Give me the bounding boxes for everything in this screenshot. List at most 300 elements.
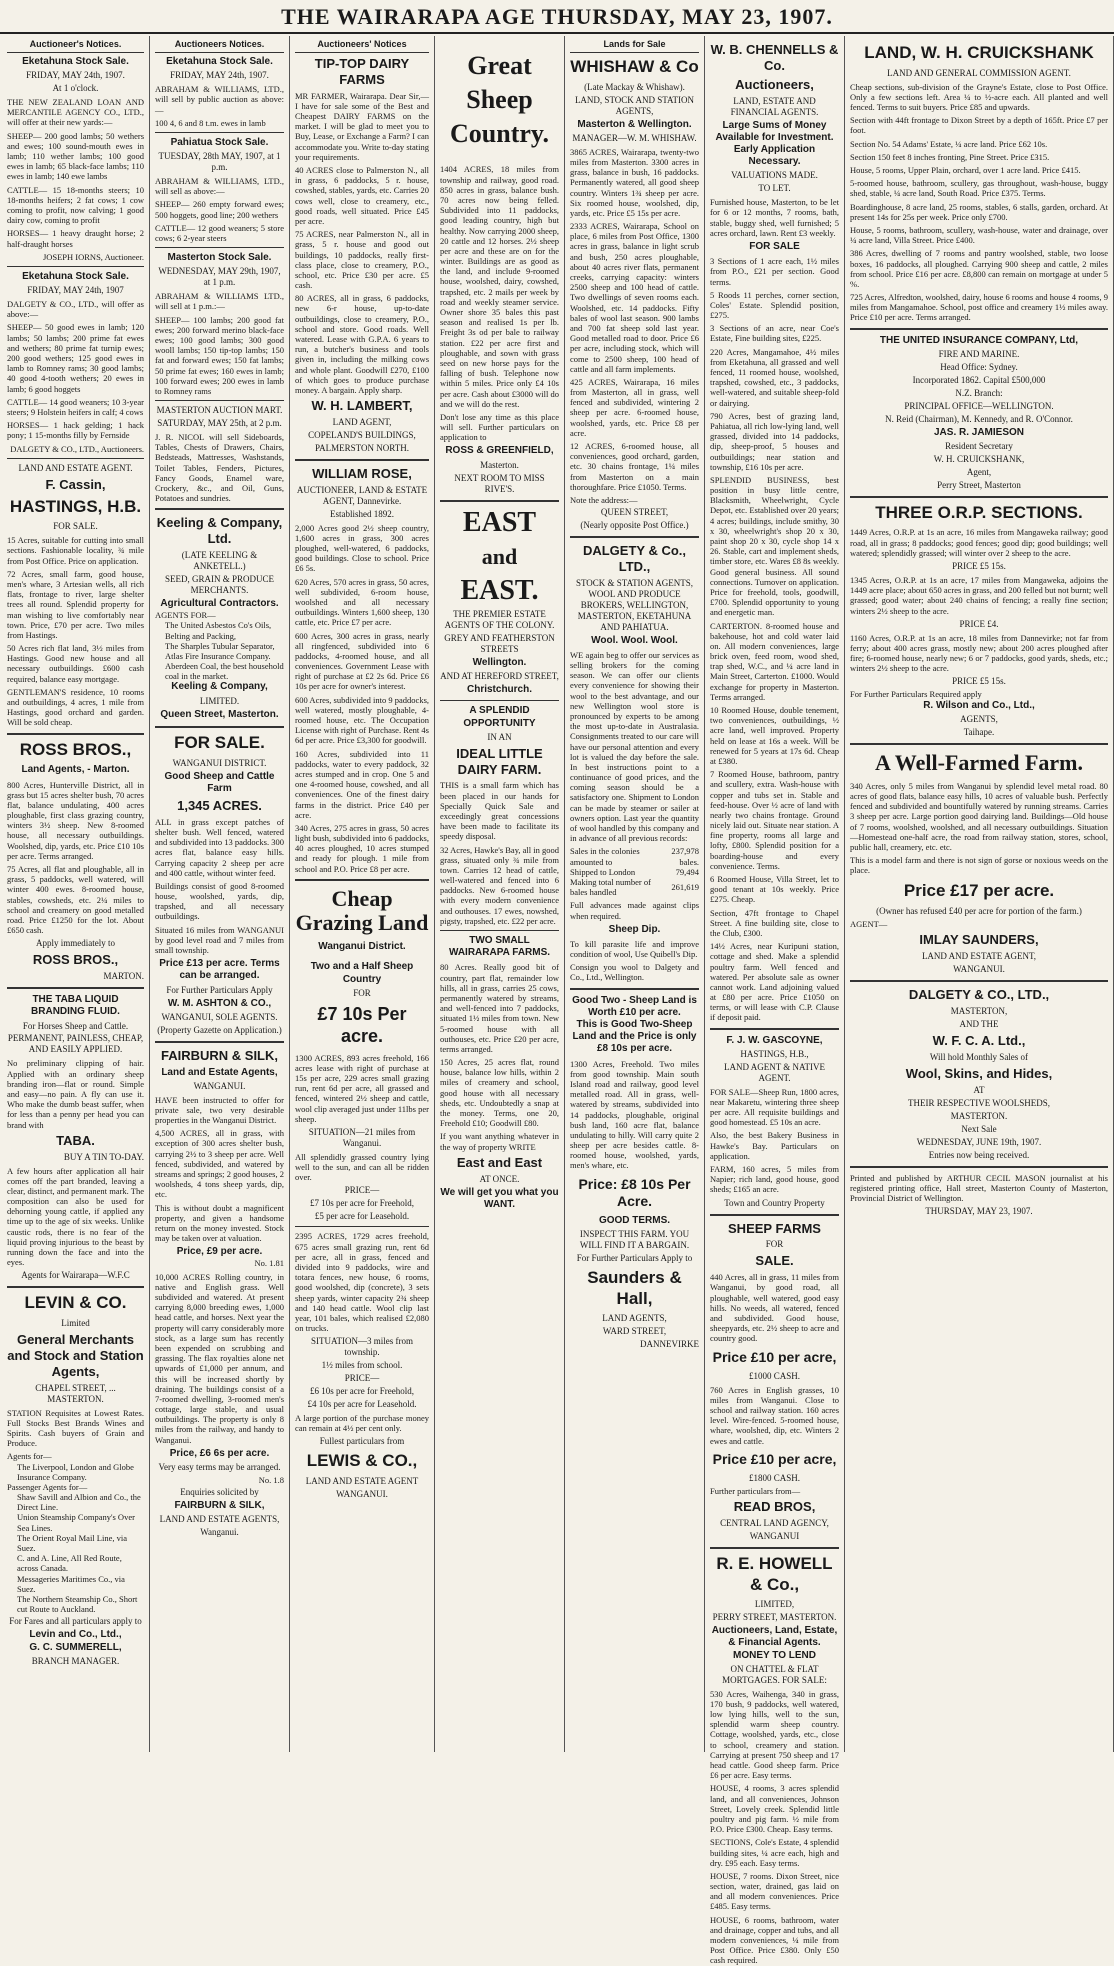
agent-tagline: Land and Estate Agents, — [161, 1066, 278, 1078]
company-tagline: General Merchants and Stock and Station Agents, — [7, 1332, 144, 1379]
company-city: Christchurch. — [466, 684, 532, 696]
sale-horses: HORSES— 1 hack gelding; 1 hack pony; 1 15-months filly by Fernside — [7, 420, 144, 441]
ad-title: IDEAL LITTLE DAIRY FARM. — [456, 745, 543, 777]
agent-tagline: LAND AGENTS, — [602, 1313, 667, 1324]
terms: Very easy terms may be arranged. — [158, 1462, 281, 1473]
listing: 1300 Acres, Freehold. Two miles from good township. Main south Island road and railway, good level metalled road. All in grass, well-watered by streams, subdivided into 14 paddocks, ploughable, original bush land, 160 acre flat, balance undulating to hilly. Will carry quite 2 sheep per acre besides cattle. 8-roomed house, woolshed, yards, men's whare, etc. — [570, 1058, 699, 1171]
sale-body: ABRAHAM & WILLIAMS, LTD., will sell as above:— — [155, 176, 284, 197]
listing: 1160 Acres, O.R.P. at 1s an acre, 18 miles from Dannevirke; not far from ferry; about 400 acres grass, mostly new; about 200 acres ploughed after fire; 6-roomed house, nearly new; 6 or 7 paddocks, good yards, sheds, etc.; winters 2½ sheep to the acre. — [850, 632, 1108, 674]
agency-item: Union Steamship Company's Over Sea Lines. — [17, 1512, 135, 1533]
listing: 530 Acres, Waihenga, 340 in grass, 170 bush, 9 paddocks, well watered, low lying hills, well to the sun, splendid warm sheep country. Cottage, woolshed, yards, etc., close to school, creamery and station. Carrying at present 750 sheep and 17 head cattle. Good sheep farm. Price £6 per acre. Easy terms. — [710, 1688, 839, 1781]
ad-title: TIP-TOP DAIRY FARMS — [314, 55, 410, 87]
ad-headline: Cheap Grazing Land — [295, 885, 429, 936]
price-label: PRICE— — [344, 1185, 380, 1196]
column-2 — [150, 36, 290, 1752]
address-note: Note the address:— — [570, 494, 638, 505]
company-address: Queen Street, Masterton. — [160, 708, 279, 720]
listing-note: (Owner has refused £40 per acre for portion of the farm.) — [876, 906, 1082, 917]
listing: 80 Acres. Really good bit of country, part flat, remainder low hills, all in grass, carries 25 cows, permanently watered by streams, and well-fenced into 7 paddocks, situated 1½ miles from town. New 5-roomed house with all outhouses, etc. Price £20 per acre, terms arranged. — [440, 962, 559, 1054]
company-address: GREY AND FEATHERSTON STREETS — [444, 633, 555, 655]
product-body: No preliminary clipping of hair. Applied with an ordinary sheep branding iron—flat or round. Simple and easy—no pain. A fly can use it. Who make the dumb beast suffer, when for less than a penny per head you can brand with — [7, 1058, 144, 1130]
listing: Situated 16 miles from WANGANUI by good level road and 7 miles from small township. — [155, 924, 284, 955]
agent-tagline: WANGANUI, SOLE AGENTS. — [161, 1011, 278, 1022]
column-6 — [705, 36, 845, 1966]
company-tagline: Auctioneers, — [735, 76, 814, 92]
ad-title: Large Sums of Money Available for Investment. — [715, 119, 834, 143]
sale-body: THE NEW ZEALAND LOAN AND MERCANTILE AGENCY CO., LTD., will offer at their new yards:— — [7, 97, 144, 128]
agent-place: WANGANUI. — [953, 964, 1005, 975]
listing: House, 5 rooms, Upper Plain, orchard, over 1 acre land. Price £415. — [850, 165, 1081, 176]
ad-body: Full advances made against clips when required. — [570, 900, 699, 921]
for-sale-title: FOR SALE. — [174, 732, 265, 752]
wool-table — [570, 846, 699, 897]
company-directors: N. Reid (Chairman), M. Kennedy, and R. O'Connor. — [885, 413, 1073, 424]
ad-headline: A Well-Farmed Farm. — [875, 749, 1083, 775]
listing: SECTIONS, Cole's Estate, 4 splendid building sites, ¼ acre each, high and dry. £95 each. Easy terms. — [710, 1837, 839, 1868]
listing: Section No. 54 Adams' Estate, ¼ acre land. Price £62 10s. — [850, 138, 1048, 149]
listing: This is without doubt a magnificent property, and given a handsome return on the money invested. Stock may be taken over at valuation. — [155, 1202, 284, 1244]
price-detail: £7 10s per acre for Freehold, — [310, 1198, 414, 1209]
company-place: MASTERTON, — [950, 1006, 1008, 1017]
company-address: AND AT HEREFORD STREET, — [440, 671, 559, 682]
listing: 2395 ACRES, 1729 acres freehold, 675 acres small grazing run, rent 6d per acre, all in grass, fenced and divided into 9 paddocks, wire and totara fences, new house, 6 rooms, good woolshed, dip (concrete), 3 sets sheep yards, winter capacity 2¾ sheep and 140 head cattle. Wool clip last year, 101 bales, which realised £2,080 on trucks. — [295, 1231, 429, 1334]
price: Price: £8 10s Per Acre. — [578, 1175, 691, 1209]
agent-note: (Property Gazette on Application.) — [157, 1024, 282, 1035]
ad-title: Good Two - Sheep Land is Worth £10 per acre. — [572, 994, 697, 1018]
company-sub: (LATE KEELING & ANKETELL.) — [181, 550, 258, 572]
agency-item: Aberdeen Coal, the best household coal in the market. — [165, 661, 284, 682]
ad-body: Entries now being received. — [928, 1149, 1030, 1160]
situation: 1½ miles from school. — [321, 1360, 403, 1371]
listing: 5 Roods 11 perches, corner section, Coles' Estate. Splendid position, £275. — [710, 289, 839, 321]
listing: 600 Acres, subdivided into 9 paddocks, well watered, mostly ploughable, 4-roomed house, etc. The Occupation License with right of Purchase. Rent 4s 6d per acre. Price £3,300 for goodwill. — [295, 694, 429, 746]
ad-slogan: We will get you what you WANT. — [440, 1186, 559, 1210]
listing: 75 ACRES, near Palmerston N., all in grass, 5 r. house and good out buildings, 10 paddocks, really first-class place, close to creamery, P.O., school, etc. Price £30 per acre. £5 cash. — [295, 229, 429, 291]
ad-sub: IN AN — [487, 731, 512, 742]
company-branch: N.Z. Branch: — [955, 387, 1003, 398]
listing: 2,000 Acres good 2½ sheep country, 1,600 acres in grass, 300 acres ploughed, well-watered, 6 paddocks, good buildings. Close to school. Price £6 5s. — [295, 522, 429, 574]
sale-date: FRIDAY, MAY 24th, 1907. — [26, 70, 125, 81]
agent-address: NEXT ROOM TO MISS RIVE'S. — [454, 472, 545, 494]
ad-title: Wool, Skins, and Hides, — [905, 1065, 1053, 1081]
section-label: Auctioneers' Notices — [295, 39, 429, 53]
company-name: EAST. — [460, 574, 539, 606]
listing: 220 Acres, Mangamahoe, 4½ miles from Eketahuna, all grassed and well fenced, 11 roomed house, woolshed, trapshed, cowshed, etc., 3 paddocks, well-watered, and suitable sheep-fold or dairying. — [710, 346, 839, 408]
ad-title: SALE. — [755, 1253, 794, 1269]
ad-sub: Town and Country Property — [724, 1197, 825, 1208]
price: Price £17 per acre. — [903, 880, 1055, 900]
company-tagline: Agricultural Contractors. — [160, 597, 279, 609]
district: WANGANUI DISTRICT. — [172, 757, 267, 768]
listing: Boardinghouse, 8 acre land, 25 rooms, stables, 6 stalls, garden, orchard. At present 14s for 25s per week. Price only £700. — [850, 201, 1108, 222]
farm-acres: 1,345 ACRES. — [177, 797, 262, 813]
agent-tagline: CENTRAL LAND AGENCY, — [720, 1517, 829, 1528]
listing: 6 Roomed House, Villa Street, let to good tenant at 10s weekly. Price £275. Cheap. — [710, 874, 839, 905]
next-sale-date: WEDNESDAY, JUNE 19th, 1907. — [916, 1136, 1042, 1147]
agent-address: Perry Street, Masterton — [937, 479, 1021, 490]
table-row: Making total number of bales handled 261,619 — [570, 876, 699, 898]
ad-body: WE again beg to offer our services as selling brokers for the coming season. We can offer our clients every convenience for showing their wool to the best advantage, and our new Wellington wool store is pronounced by experts to be among the most up-to-date in Australasia. Consignments treated to our care will have our personal attention and every lot is valued the day before the sale. In best instructions point to a continuance of good prices, and the coming season should be a satisfactory one. Shipment to London can be made by steamer or sailer at owners option. Last year the quantity of wool handled by this company and in advance of all previous records: — [570, 649, 699, 844]
company-name: DALGETY & Co., LTD., — [582, 543, 687, 574]
agents-heading: Passenger Agents for— — [7, 1481, 88, 1492]
listing: 12 ACRES, 6-roomed house, all conveniences, good orchard, garden, etc. 30 chains frontage, 1¼ miles from Masterton on a main thoroughfare. Price £1050. Terms. — [570, 441, 699, 492]
listing: HOUSE, 7 rooms. Dixon Street, nice section, water, drained, gas laid on and all modern conveniences. Price £485. Easy terms. — [710, 1870, 839, 1912]
sale-title: Masterton Stock Sale. — [167, 252, 272, 264]
sale-cattle: CATTLE— 14 good weaners; 10 3-year steers; 9 Holstein heifers in calf; 4 cows — [7, 396, 144, 417]
listing: FARM, 160 acres, 5 miles from Napier; rich land, good house, good sheds; £165 an acre. — [710, 1164, 839, 1195]
ad-title: This is Good Two-Sheep Land and the Price is only £8 10s per acre. — [572, 1019, 697, 1055]
agent-place: Taihape. — [963, 726, 995, 737]
sale-body: DALGETY & CO., LTD., will offer as above:— — [7, 299, 144, 320]
imprint-date: THURSDAY, MAY 23, 1907. — [925, 1206, 1033, 1217]
ad-body: If you want anything whatever in the way of property WRITE — [440, 1131, 559, 1152]
listing: 4,500 ACRES, all in grass, with exception of 300 acres shelter bush, carrying 2½ to 3 sheep per acre. Well fenced, subdivided, and watered by streams and springs; 2 good houses, 2 woolsheds, 4 tons sheep yards, dip, etc. — [155, 1128, 284, 1200]
price-label: PRICE— — [344, 1373, 380, 1384]
agency-item: The Sharples Tubular Separator, — [165, 640, 275, 651]
listing: 10,000 ACRES Rolling country, in native and English grass. Well subdivided and watered. At present carrying 8,000 breeding ewes, 1,000 head cattle, and horses. Next year the property will carry considerably more stock, as a large sum has recently been expended on scrubbing and grassing. The flax royalties alone net upwards of £1,000 per annum, and this will be increased shortly by draining. The buildings consist of a 7-roomed dwelling, 3-roomed men's cottage, large stable, and usual outbuildings. The property is only 8 miles from the railway, and handy to Wanganui. — [155, 1271, 284, 1445]
listing: 1404 ACRES, 18 miles from township and railway, good road. 850 acres in grass, balance bush. 70 acres now being felled. Subdivided into 11 paddocks, good leading country, high but healthy. Now carrying 2000 sheep, 20 cattle and 12 horses. 2½ sheep per acre and these are on for the winter. Buildings are as good as the land, and include 9-roomed house, woolshed, dairy, cowshed, trapshed, etc. 2 mails per week by road and weekly steamer service. Owner shore 35 bales this past season and realised 1s per lb. Freight 3s od per bale to railway station. £22 per acre first and ploughable, and sown with grass seed on new horse pays for the falling of bush. Telephone now within 5 miles. Price only £4 10s per acre. Cash about £3000 will do and we will do the rest. — [440, 164, 559, 409]
company-tagline: LAND, STOCK AND STATION AGENTS, — [574, 94, 695, 116]
company-and: and — [481, 543, 518, 569]
listing: 1300 ACRES, 893 acres freehold, 166 acres lease with right of purchase at 15s per acre, 229 acres small grazing run, rent 6d per acre, all grassed and fenced, wintered 2½ sheep and cattle, wool clip averaged just under 11lbs per sheep. — [295, 1052, 429, 1124]
sale-body: J. R. NICOL will sell Sideboards, Tables, Chests of Drawers, Chairs, Bedsteads, Mattresses, Washstands, Toilet Tables, Fenders, Pictures, Fancy Goods, Enamel ware, Crockery, &c., and Oil, Guns, Potatoes and sundries. — [155, 432, 284, 504]
price: Price £10 per acre, — [712, 1450, 837, 1467]
listing: Furnished house, Masterton, to be let for 6 or 12 months, 7 rooms, bath, stable, buggy shed, well furnished; 5 acres orchard, lawn. Rent £3 weekly. — [710, 197, 839, 238]
for-label: FOR — [353, 987, 371, 998]
company-name: East and East — [456, 1154, 543, 1170]
sale-signature: JOSEPH IORNS, Auctioneer. — [42, 251, 144, 262]
ad-title: SHEEP FARMS — [728, 1220, 821, 1236]
agency-item: The Northern Steamship Co., Short cut Route to Auckland. — [17, 1593, 138, 1615]
product-title: THE TABA LIQUID BRANDING FLUID. — [31, 994, 120, 1018]
cash: £1000 CASH. — [748, 1370, 800, 1381]
sale-sheep: SHEEP— 260 empty forward ewes; 500 hoggets, good line; 200 wethers — [155, 199, 284, 220]
agent-place: MARTON. — [103, 971, 144, 982]
ad-body: MR FARMER, Wairarapa. Dear Sir,—I have for sale some of the Best and Cheapest DAIRY FARMS on the market. I will be glad to meet you to Buy, Lease, or Exchange a Farm? I can accommodate you. Write to-day stating your requirements. — [295, 90, 429, 162]
listing: HOUSE, 6 rooms, bathroom, water and drainage, copper and tubs, and all modern conveniences, ¼ mile from Post Office. Price £380. Only £50 cash required. — [710, 1914, 839, 1966]
agent-name: LEWIS & CO., — [306, 1451, 418, 1471]
ad-sub: VALUATIONS MADE. — [731, 170, 818, 181]
apply-note: For Fares and all particulars apply to — [9, 1616, 142, 1627]
price-detail: £4 10s per acre for Leasehold. — [307, 1399, 417, 1410]
company-city: Wellington. — [472, 656, 527, 668]
price-detail: £5 per acre for Leasehold. — [314, 1211, 410, 1222]
section-label: Lands for Sale — [570, 39, 699, 53]
listing: 150 Acres, 25 acres flat, round house, balance low hills, within 2 miles of creamery and school, good house with all necessary sheds, etc. Undoubtedly a snap at the money. Terms, one 20, Freehold £10; Goodwill £80. — [440, 1057, 559, 1129]
agent-name: WILLIAM ROSE, — [312, 465, 412, 481]
sale-title: Eketahuna Stock Sale. — [22, 270, 129, 282]
price: PRICE £5 15s. — [952, 676, 1006, 687]
agent-tagline: LAND AND ESTATE AGENT, — [921, 951, 1037, 962]
masthead: THE WAIRARAPA AGE THURSDAY, MAY 23, 1907. — [0, 0, 1114, 34]
country-type: Two and a Half Sheep Country — [310, 961, 414, 985]
column-5 — [565, 36, 705, 1752]
sale-date: SATURDAY, MAY 25th, at 2 p.m. — [157, 418, 282, 429]
listing: ALL in grass except patches of shelter bush. Well fenced, watered and subdivided into 13 paddocks. 300 acres flat, balance easy hills. Carrying capacity 2 sheep per acre and 400 cattle, without winter feed. — [155, 816, 284, 878]
listing: 386 Acres, dwelling of 7 rooms and pantry woolshed, stable, two loose boxes, 16 paddocks, all ploughed. Carrying 900 sheep and cattle, 2 miles from school. Price £16 per acre. £8,800 can remain on mortgage at under 5 %. — [850, 248, 1108, 289]
agent-label: AGENT— — [850, 919, 888, 930]
listing: 800 Acres, Hunterville District, all in grass but 15 acres shelter bush, 70 acres flat, balance undulating, 400 acres ploughable, first class grazing country, winters 3½ sheep. New 8-roomed house, all necessary outbuildings. Woolshed, dip, yards, etc. Price £10 10s per acre. Terms arranged. — [7, 779, 144, 861]
agent-name: W. H. CRUICKSHANK, — [933, 453, 1025, 464]
section-label: Auctioneer's Notices. — [7, 39, 144, 53]
listing: 425 ACRES, Wairarapa, 16 miles from Masterton, all in grass, well fenced and subdivided, wintering 2 sheep per acre. 6-roomed house, woolshed, yards, etc. Price £8 per acre. — [570, 376, 699, 438]
company-tagline: SEED, GRAIN & PRODUCE MERCHANTS. — [164, 574, 274, 595]
agent-established: Established 1892. — [330, 508, 394, 519]
agents-heading: Agents for— — [7, 1451, 52, 1462]
cash: £1800 CASH. — [748, 1472, 800, 1483]
sale-cattle: CATTLE— 12 good weaners; 5 store cows; 6 2-year steers — [155, 222, 284, 243]
agency-item: Atlas Fire Insurance Company. — [165, 650, 271, 661]
listing: Section, 47ft frontage to Chapel Street. A fine building site, close to the Club, £300. — [710, 907, 839, 938]
farm-type: Good Sheep and Cattle Farm — [164, 770, 275, 794]
column-7 — [845, 36, 1114, 1752]
company-place: MASTERTON. — [950, 1110, 1008, 1121]
company-name: Keeling & Company, Ltd. — [156, 515, 283, 547]
company-tagline: STOCK & STATION AGENTS, WOOL AND PRODUCE BROKERS, WELLINGTON, MASTERTON, EKETAHUNA AND PAHIATUA. — [575, 577, 694, 632]
table-row: Sales in the colonies amounted to 237,978 bales. — [570, 846, 699, 867]
ad-title: TWO SMALL WAIRARAPA FARMS. — [448, 935, 551, 959]
company-name: DALGETY & CO., LTD., — [908, 987, 1050, 1003]
listing: HOUSE, 4 rooms, 3 acres splendid land, and all conveniences, Johnson Street, Lovely creek. Splendid little poultry and pig farm. ½ mile from P.O. Price £300. Cheap. Easy terms. — [710, 1783, 839, 1835]
ad-sub: AT ONCE. — [479, 1173, 520, 1184]
company-and: AND THE — [959, 1019, 999, 1030]
product-tagline: PERMANENT, PAINLESS, CHEAP, AND EASILY APPLIED. — [7, 1033, 144, 1055]
for-sale-label: FOR SALE. — [53, 521, 98, 532]
agent-name: LAND, W. H. CRUICKSHANK — [864, 43, 1094, 62]
ad-sub: ON CHATTEL & FLAT MORTGAGES. FOR SALE: — [722, 1663, 827, 1685]
ad-title: A SPLENDID OPPORTUNITY — [463, 705, 536, 729]
sale-title: Eketahuna Stock Sale. — [166, 55, 273, 67]
agent-tagline: LAND AND GENERAL COMMISSION AGENT. — [887, 67, 1071, 78]
ad-headline: Great Sheep Country. — [450, 51, 549, 148]
listing: 1345 Acres, O.R.P. at 1s an acre, 17 miles from Mangaweka, adjoins the 1449 acre place; about 650 acres in grass, and 200 felled but not burnt; well grassed; good water; about 240 chains of fencing; a really fine section; winters 2½ sheep to the acre. — [850, 574, 1108, 616]
agent-tagline: LAND AND ESTATE AGENT — [305, 1476, 419, 1487]
listing: 160 Acres, subdivided into 11 paddocks, water to every paddock, 32 acres stumped and in crop. One 5 and one 4-roomed house, cowshed, and all conveniences. One of the finest dairy farms in the district. Price £40 per acre. — [295, 748, 429, 820]
product-cta: BUY A TIN TO-DAY. — [63, 1151, 144, 1162]
company-sign: Levin and Co., Ltd., — [29, 1629, 122, 1641]
sale-sheep: SHEEP— 50 good ewes in lamb; 120 lambs; 50 lambs; 200 prime fat ewes and wethers; 80 prime fat turnip ewes; 200 good wethers; 125 good ewes in lamb to Romney rams; 30 good lambs; 40 good 4-tooth wethers; 20 ewes in lamb; 6 good hoggets — [7, 322, 144, 394]
company-ltd: Limited — [61, 1318, 90, 1329]
terms: GOOD TERMS. — [598, 1214, 671, 1226]
listing: 80 ACRES, all in grass, 6 paddocks, new 6-r house, up-to-date outbuildings, close to creamery, P.O., school and store. Good roads. Well watered. Lease with G.P.A. 6 years to run, a butcher's business and tools given in, including the milking cows and whole plant. Goodwill £270, £100 of which goes to produce purchase money. A bargain. Apply sharp. — [295, 293, 429, 395]
listing: 340 Acres, 275 acres in grass, 50 acres light bush, subdivided into 6 paddocks, 40 acres ploughed, 10 acres stumped and ready for plough. 1 mile from school and P.O. Price £8 per acre. — [295, 822, 429, 874]
column-3 — [290, 36, 435, 1752]
ad-sub: AT — [973, 1084, 985, 1095]
listing: GENTLEMAN'S residence, 10 rooms and outbuildings, 4 acres, 1 mile from Hastings, good orchard and garden. Will be sold cheap. — [7, 686, 144, 728]
agent-place: Wanganui. — [200, 1527, 239, 1538]
listing: 75 Acres, all flat and ploughable, all in grass, 5 paddocks, well watered, will winter 400 ewes. 8-roomed house, stables, cowsheds, etc. 2¼ miles to school and creamery on good metalled road. Price £1250 for the lot. About £650 cash. — [7, 864, 144, 936]
price: Price, £9 per acre. — [176, 1246, 263, 1258]
listing: 760 Acres in English grasses, 10 miles from Wanganui. Close to school and railway station. 160 acres level. Wire-fenced. 5-roomed house, whare, woolshed, dip, etc. Winters 2 ewes and cattle. — [710, 1384, 839, 1446]
price: Price £10 per acre, — [712, 1348, 837, 1365]
price-detail: £6 10s per acre for Freehold, — [310, 1386, 414, 1397]
listing: Section 150 feet 8 inches fronting, Pine Street. Price £315. — [850, 151, 1050, 162]
manager-name: G. C. SUMMERELL, — [29, 1641, 122, 1653]
for-sale-label: FOR SALE — [749, 240, 800, 252]
agent-name: FAIRBURN & SILK, — [161, 1047, 278, 1063]
listing: 340 Acres, only 5 miles from Wanganui by splendid level metal road. 80 acres of good flats, balance easy hills, 10 acres of valuable bush. Perfectly fenced and subdivided and bountifully watered by running streams. Carries 3 sheep per acre. Large portion good dairying land. Buildings—Old house of 7 rooms, woolshed, woolshed, and all necessary outbuildings. Situation—Homestead one-half acre, the road from railway station, stores, school, public hall, creamery, etc. etc. — [850, 780, 1108, 853]
column-1 — [2, 36, 150, 1752]
agent-kicker: LAND AND ESTATE AGENT. — [18, 462, 133, 473]
agent-place: HASTINGS, H.B., — [740, 1048, 809, 1059]
sale-title: Eketahuna Stock Sale. — [22, 55, 129, 67]
agent-name: R. Wilson and Co., Ltd., — [923, 699, 1035, 711]
agent-place: DANNEVIRKE — [640, 1339, 699, 1350]
sale-body: ABRAHAM & WILLIAMS LTD., will sell at 1 p.m.:— — [155, 291, 284, 312]
company-place: Masterton & Wellington. — [577, 118, 692, 130]
next-sale-label: Next Sale — [961, 1123, 997, 1134]
agent-name: W. H. LAMBERT, — [311, 398, 413, 414]
company-address: (Nearly opposite Post Office.) — [580, 520, 689, 531]
agent-name: F. J. W. GASCOYNE, — [726, 1034, 823, 1046]
agency-item: Shaw Savill and Albion and Co., the Direct Line. — [17, 1492, 141, 1513]
listing-note: Don't lose any time as this place will sell. Further particulars on application to — [440, 411, 559, 443]
listing: 72 Acres, small farm, good house, men's whare, 3 Artesian wells, all rich flats, frontage to river, large shelter trees all round. Splendid property for man wishing to live comfortably near town. Price, £70 per acre. Two miles from Hastings. — [7, 568, 144, 640]
ad-body: THEIR RESPECTIVE WOOLSHEDS, — [907, 1097, 1051, 1108]
sale-sheep: SHEEP— 200 good lambs; 50 wethers and ewes; 100 sound-mouth ewes in lamb; 110 wether lambs; 100 good ewes in lamb; 65 black-face lambs; 110 ewes in lamb; 140 ewe lambs — [7, 130, 144, 182]
listing: 2333 ACRES, Wairarapa, School on place, 6 miles from Post Office, 1300 acres in grass, balance in light scrub and bush, 250 acres ploughable, about 40 acres river flats, permanent creeks, carrying capacity: winters 2500 sheep and 100 head of cattle. Two dwellings of seven rooms each. Woolshed, etc. 14 paddocks. Fifty bales of wool last season. 900 lambs and 700 fat sheep sold last year. Good metalled road to door. Price £6 per acre, including stock, which will come to 2500 sheep, 100 head of cattle and all farm implements. — [570, 221, 699, 374]
listing: 440 Acres, all in grass, 11 miles from Wanganui, by good road, all ploughable, well watered, good easy hills. No weeds, all watered, fenced and subdivided. Good house, sheepyards, etc. 2½ sheep to acre and country good. — [710, 1272, 839, 1344]
agent-address: WARD STREET, — [602, 1326, 667, 1337]
listing-no: No. 1.8 — [258, 1475, 284, 1486]
listing: SPLENDID BUSINESS, best position in busy little centre, Blacksmith, Wheelwright, Cycle Depot, etc. Established over 20 years; 4 acres; buildings, include smithy, 30 x 30, wheelwright's shop 20 x 30, paint shop 20 x 30, cycle shop 14 x 26. Stable, cart and implement sheds, timber store, etc. Wares £8 8s weekly. Good general business. All sound connections. Turnover on application. Price for freehold, tools, goodwill, £700. Splendid opportunity to young and energetic man. — [710, 474, 839, 618]
imprint: Printed and published by ARTHUR CECIL MASON journalist at his registered printing office, Hall street, Masterton County of Masterton, Provincial District of Wellington. — [850, 1172, 1108, 1203]
sale-horses: HORSES— 1 heavy draught horse; 2 half-draught horses — [7, 228, 144, 249]
company-body: STATION Requisites at Lowest Rates. Full Stocks Best Brands Wines and Spirits. Cash buyers of Grain and Produce. — [7, 1407, 144, 1449]
ad-body: To kill parasite life and improve condition of wool, Use Quibell's Dip. — [570, 938, 699, 960]
sale-signature: DALGETY & CO., LTD., Auctioneers. — [10, 443, 144, 454]
listing: 3 Sections of an acre, near Coe's Estate, Fine building sites, £225. — [710, 323, 839, 344]
price: PRICE £5 15s. — [952, 561, 1006, 571]
apply-note: Apply immediately to — [36, 938, 115, 949]
listing: 3 Sections of 1 acre each, 1½ miles from P.O., £21 per section. Good terms. — [710, 256, 839, 287]
company-sub: (Late Mackay & Whishaw). — [584, 81, 685, 92]
company-name: THE UNITED INSURANCE COMPANY, Ltd, — [879, 334, 1079, 346]
company-tagline: Auctioneers, Land, Estate, & Financial Agents. — [711, 1625, 838, 1649]
apply-note: Further particulars from— — [710, 1485, 801, 1496]
situation: SITUATION—21 miles from Wanganui. — [308, 1126, 416, 1148]
agent-place: HASTINGS, H.B. — [9, 496, 142, 516]
agency-item: C. and A. Line, All Red Route, across Canada. — [17, 1553, 122, 1574]
agent-name: ROSS & GREENFIELD, — [445, 445, 554, 457]
agent-tagline: LAND AND ESTATE AGENTS, — [159, 1514, 280, 1525]
listing: 620 Acres, 570 acres in grass, 50 acres, well subdivided, 6-room house, woolshed and all necessary outbuildings. Winters 1,600 sheep, 130 cattle, etc. Price £7 per acre. — [295, 576, 429, 628]
company-name: WHISHAW & Co — [570, 56, 699, 76]
company-name: W. B. CHENNELLS & Co. — [710, 42, 839, 73]
sale-cattle: CATTLE— 15 18-months steers; 10 18-months heifers; 2 fat cows; 1 cow coming to profit, now calving; 1 good dairy cow, coming to profit — [7, 184, 144, 226]
ad-body: THIS is a small farm which has been placed in our hands for Specially Quick Sale and exceedingly great concessions have been made to facilitate its speedy disposal. — [440, 780, 559, 842]
company-address: QUEEN STREET, — [600, 507, 669, 518]
listing: Buildings consist of good 8-roomed house, woolshed, yards, dip, trapshed, and all necessary outbuildings. — [155, 880, 284, 922]
listing: 15 Acres, suitable for cutting into small sections. Fashionable locality, ¾ mile from Post Office. Price on application. — [7, 535, 144, 566]
listing: 7 Roomed House, bathroom, pantry and scullery, extra. Wash-house with copper and tubs set in. Stable and feed-house. Over ½ acre of land with nearly two chains frontage. Ground nicely laid out. Situate near station. A fine property, rooms all large and lofty, £800. Splendid position for a boarding-house and every convenience. Terms. — [710, 769, 839, 871]
agent-place: PALMERSTON NORTH. — [315, 442, 409, 453]
agent-place: WANGANUI — [749, 1530, 800, 1541]
sale-date: TUESDAY, 28th MAY, 1907, at 1 p.m. — [158, 151, 281, 173]
for-label: FOR — [765, 1239, 784, 1250]
ad-body: Will hold Monthly Sales of — [929, 1051, 1029, 1062]
listing: Also, the best Bakery Business in Hawke's Bay. Particulars on application. — [710, 1130, 839, 1161]
agent-name: Saunders & Hall, — [587, 1267, 682, 1308]
listing: A large portion of the purchase money can remain at 4½ per cent only. — [295, 1413, 429, 1434]
agent-tagline: AGENTS, — [960, 713, 998, 724]
agent-tagline: LAND AGENT & NATIVE AGENT. — [723, 1061, 826, 1083]
agency-item: The Liverpool, London and Globe Insurance Company. — [17, 1461, 134, 1482]
company-name: LEVIN & CO. — [24, 1293, 127, 1313]
agents-heading: AGENTS FOR— — [155, 610, 216, 621]
listing: 50 Acres rich flat land, 3½ miles from Hastings. Good new house and all necessary outbuildings. £600 cash required, balance easy mortgage. — [7, 643, 144, 684]
sale-body: ABRAHAM & WILLIAMS, LTD., will sell by public auction as above:— — [155, 84, 284, 115]
agent-name: F. Cassin, — [45, 476, 106, 492]
company-name: EAST — [462, 506, 537, 538]
price: £7 10s Per acre. — [317, 1003, 407, 1046]
sale-title: MASTERTON AUCTION MART. — [156, 405, 283, 416]
listing-note: This is a model farm and there is not sign of gorse or noxious weeds on the place. — [850, 855, 1108, 876]
agent-name: FAIRBURN & SILK, — [174, 1500, 265, 1512]
listing: 32 Acres, Hawke's Bay, all in good grass, situated only ¾ mile from town. Carries 12 head of cattle, well-watered and fenced into 6 paddocks. New 6-roomed house with every modern convenience and outhouses. 17 ewes, nowshed, pigsty, trapshed, etc. £22 per acre. — [440, 844, 560, 926]
agent-name: W. M. ASHTON & CO., — [167, 997, 272, 1009]
company-tagline: LAND, ESTATE AND FINANCIAL AGENTS. — [730, 95, 819, 117]
listing: HAVE been instructed to offer for private sale, two very desirable properties in the Wanganui District. — [155, 1094, 284, 1126]
agency-item: The Orient Royal Mail Line, via Suez. — [17, 1532, 127, 1554]
company-name: R. E. HOWELL & Co., — [716, 1553, 833, 1594]
agent-place: WANGANUI. — [193, 1080, 246, 1091]
listing: 600 Acres, 300 acres in grass, nearly all ringfenced, subdivided into 6 paddocks, 4-roomed house, and all conveniences. Government Lease with right of purchase at £2 2s 6d. Price £6 10s per acre for owner's interest. — [295, 630, 429, 692]
company-secretary-title: Resident Secretary — [945, 440, 1013, 451]
listing: Cheap sections, sub-division of the Grayne's Estate, close to Post Office. Only a few sections left. Area ¼ to ½-acre each. All planted and well fenced. Terms to suit buyers. Price £85 and upwards. — [850, 81, 1108, 113]
agent-name: ROSS BROS., — [19, 739, 132, 759]
price: PRICE £4. — [959, 618, 999, 629]
column-4 — [435, 36, 565, 1752]
company-office: PRINCIPAL OFFICE—WELLINGTON. — [904, 400, 1054, 411]
agent-name: IMLAY SAUNDERS, — [919, 932, 1039, 948]
agent-name: READ BROS, — [733, 1498, 816, 1514]
price: Price, £6 6s per acre. — [169, 1447, 270, 1459]
price: Price £13 per acre. Terms can be arranged. — [159, 958, 280, 982]
listing: 14½ Acres, near Kuripuni station, cottage and shed. Make a splendid poultry farm. Well fenced and watered. Per absolute sale as owner cannot work. Land adjoining valued at £80 per acre. Price £1050 on terms, or will lease with C.P. Clause if deposit paid. — [710, 941, 839, 1023]
product-name: TABA. — [56, 1132, 95, 1148]
apply-note: For Further Particulars Apply — [166, 984, 273, 995]
product-agents: Agents for Wairarapa—W.F.C — [21, 1270, 130, 1281]
product-body: A few hours after application all hair comes off the part branded, leaving a clear, distinct, and permanent mark. The composition can also be used for dehorning young cattle, if applied any time up to the age of six weeks. Unlike caustic rods, there is no fear of the liquid proving injurious to the beast by running down the face and into the eyes. — [7, 1165, 144, 1268]
apply-note: For Further Particulars Apply to — [576, 1252, 693, 1263]
sale-date: FRIDAY, MAY 24th, 1907 — [27, 285, 124, 296]
company-secretary: JAS. R. JAMIESON — [933, 426, 1025, 438]
agent-address: COPELAND'S BUILDINGS, — [308, 429, 416, 440]
company-address: CHAPEL STREET, ... MASTERTON. — [35, 1382, 116, 1404]
listing-no: No. 1.81 — [254, 1258, 284, 1269]
sale-date: FRIDAY, MAY 24th, 1907. — [170, 70, 269, 81]
company-sign: Keeling & Company, — [171, 681, 268, 693]
company-tagline: FIRE AND MARINE. — [938, 348, 1020, 359]
listing: 5-roomed house, bathroom, scullery, gas throughout, wash-house, buggy shed, stable, ¼ acre land, South Road. Price £375. Terms. — [850, 178, 1108, 199]
agency-item: The United Asbestos Co's Oils, Belting and Packing, — [165, 620, 272, 641]
ad-body: INSPECT THIS FARM. YOU WILL FIND IT A BARGAIN. — [579, 1228, 690, 1250]
company-capital: Incorporated 1862. Capital £500,000 — [912, 374, 1046, 385]
sale-time: At 1 o'clock. — [52, 83, 99, 94]
sale-lot: 100 4, 6 and 8 t.m. ewes in lamb — [155, 117, 266, 128]
listing: All splendidly grassed country lying well to the sun, and can all be ridden over. — [295, 1151, 429, 1183]
ad-title: Early Application Necessary. — [733, 143, 816, 168]
sale-sheep: SHEEP— 100 lambs; 200 good fat ewes; 200 forward merino black-face ewes; 100 good lambs; 300 good wooll lambs; 150 tip-top lambs; 150 fat and forward ewes; 150 fat lambs; 50 prime fat ewes; 160 ewes in lamb; 100 forward ewes; 200 ewes in lamb to Romney rams — [155, 314, 284, 396]
product-for: For Horses Sheep and Cattle. — [22, 1020, 129, 1031]
apply-note: Enquiries solicited by — [180, 1487, 259, 1498]
sale-title: Pahiatua Stock Sale. — [170, 136, 269, 148]
agent-place: Masterton. — [480, 459, 519, 470]
manager-title: BRANCH MANAGER. — [31, 1655, 120, 1666]
company-name: W. F. C. A. Ltd., — [932, 1033, 1026, 1049]
ad-title: Sheep Dip. — [608, 923, 661, 935]
